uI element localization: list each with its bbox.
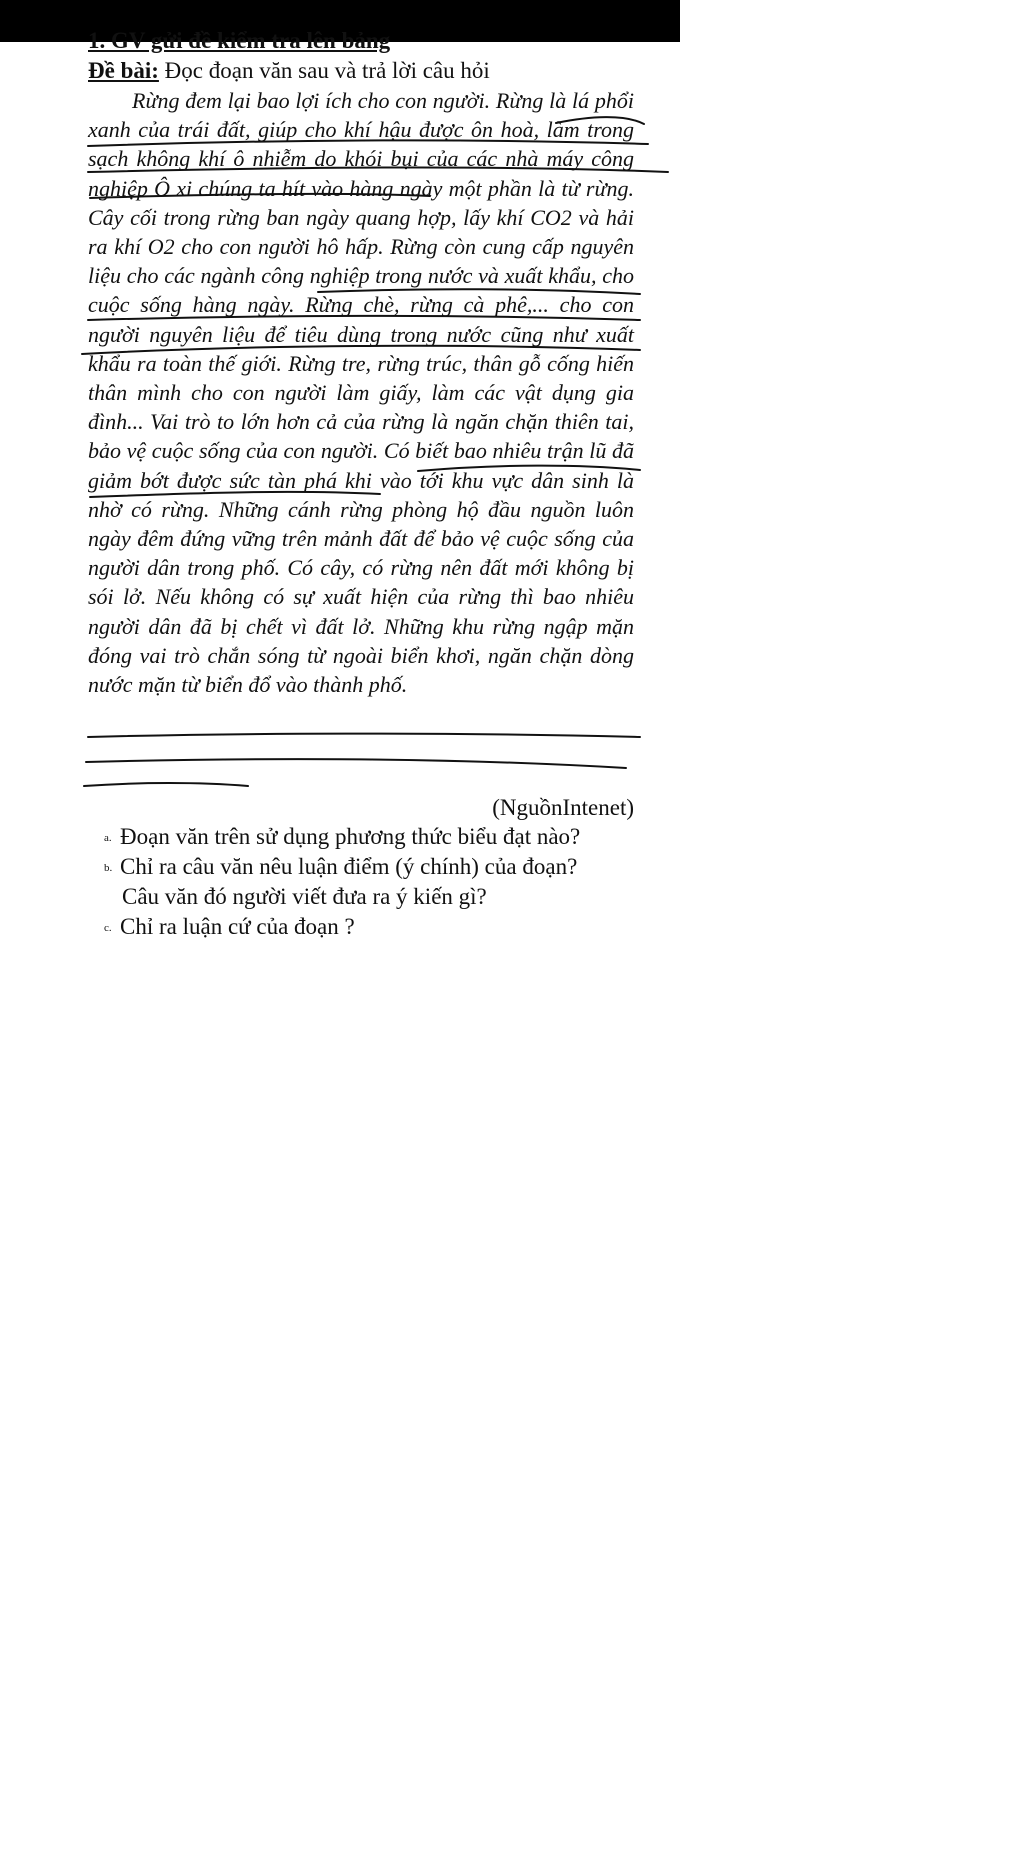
question-text: Đoạn văn trên sử dụng phương thức biểu đạt nào? — [120, 824, 581, 849]
question-continuation: Câu văn đó người viết đưa ra ý kiến gì? — [122, 884, 487, 909]
question-list — [104, 822, 644, 942]
underline-stroke — [88, 734, 640, 737]
underline-stroke — [86, 759, 626, 768]
question-marker: c. — [104, 922, 112, 934]
question-text: Chỉ ra luận cứ của đoạn ? — [120, 914, 355, 939]
instruction-label: Đề bài: — [88, 58, 159, 83]
question-item — [104, 852, 644, 912]
question-marker: b. — [104, 862, 113, 874]
question-marker: a. — [104, 832, 112, 844]
question-item — [104, 822, 644, 852]
source-citation: (NguồnIntenet) — [492, 795, 634, 820]
question-text: Chỉ ra câu văn nêu luận điểm (ý chính) của đoạn? — [120, 854, 578, 879]
cut-off-heading: 1. GV gửi đề kiểm tra lên bảng — [88, 28, 391, 53]
question-item — [104, 912, 644, 942]
reading-passage: Rừng đem lại bao lợi ích cho con người. Rừng là lá phổi xanh của trái đất, giúp cho khí hậu được ôn hoà, làm trong sạch không khí ô nhiễm do khói bụi của các nhà máy công nghiệp Ô xi chúng ta hít vào hàng ngày một phần là từ rừng. Cây cối trong rừng ban ngày quang hợp, lấy khí CO2 và hải ra khí O2 cho con người hô hấp. Rừng còn cung cấp nguyên liệu cho các ngành công nghiệp trong nước và xuất khẩu, cho cuộc sống hàng ngày. Rừng chè, rừng cà phê,... cho con người nguyên liệu để tiêu dùng trong nước cũng như xuất khẩu ra toàn thế giới. Rừng tre, rừng trúc, thân gỗ cống hiến thân mình cho con người làm giấy, làm các vật dụng gia đình... Vai trò to lớn hơn cả của rừng là ngăn chặn thiên tai, bảo vệ cuộc sống của con người. Có biết bao nhiêu trận lũ đã giảm bớt được sức tàn phá khi vào tới khu vực dân sinh là nhờ có rừng. Những cánh rừng phòng hộ đầu nguồn luôn ngày đêm đứng vững trên mảnh đất để bảo vệ cuộc sống của người dân trong phố. Có cây, có rừng nên đất mới không bị sói lở. Nếu không có sự xuất hiện của rừng thì bao nhiêu người dân đã bị chết vì đất lở. Những khu rừng ngập mặn đóng vai trò chắn sóng từ ngoài biển khơi, ngăn chặn dòng nước mặn từ biển đổ vào thành phố. — [88, 88, 634, 698]
underline-stroke — [84, 783, 248, 786]
instruction-line — [88, 56, 490, 86]
instruction-text: Đọc đoạn văn sau và trả lời câu hỏi — [158, 58, 490, 83]
